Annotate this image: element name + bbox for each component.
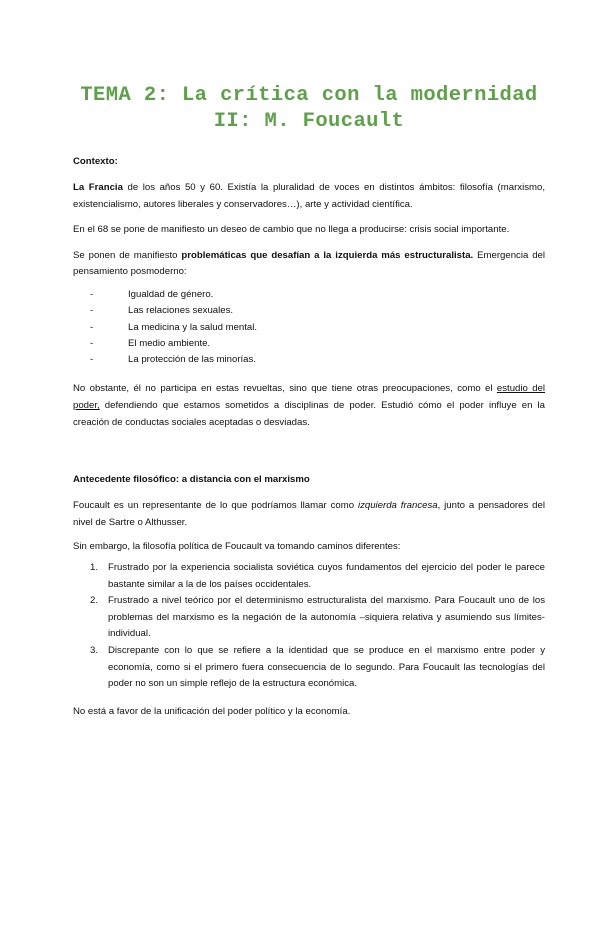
title-line-1: TEMA 2: La crítica con la modernidad [80, 84, 538, 107]
paragraph-sin-embargo: Sin embargo, la filosofía política de Foucault va tomando caminos diferentes: [73, 541, 401, 553]
paragraph-representante [73, 498, 545, 531]
item-number: 3. [90, 644, 99, 656]
paragraph-poder-rest: defendiendo que estamos sometidos a disciplinas de poder. Estudió cómo el poder influye en la creación de conductas sociales aceptadas o desviadas. [73, 400, 545, 428]
dash-bullet: - [90, 288, 94, 300]
dash-list [73, 287, 545, 368]
section-heading-antecedente: Antecedente filosófico: a distancia con el marxismo [73, 474, 310, 486]
paragraph-problematicas-rest: Emergencia del pensamiento posmoderno: [73, 249, 545, 278]
list-item [90, 352, 545, 368]
numbered-item [73, 643, 545, 693]
section-heading-contexto: Contexto: [73, 156, 118, 167]
numbered-item-text: Frustrado por la experiencia socialista soviética cuyos fundamentos del ejercicio del poder le parece bastante similar a la de los países occidentales. [108, 562, 545, 590]
dash-bullet: - [90, 321, 94, 333]
document-page [0, 83, 600, 931]
list-item-text: Igualdad de género. [128, 288, 214, 300]
paragraph-francia-text: de los años 50 y 60. Existía la pluralidad de voces en distintos ámbitos: filosofía (marxismo, existencialismo, autores liberales y conservadores…), arte y actividad científica. [73, 182, 545, 210]
numbered-list [73, 560, 545, 693]
paragraph-68: En el 68 se pone de manifiesto un deseo de cambio que no llega a producirse: crisis social importante. [73, 224, 510, 236]
bold-problematicas: problemáticas que desafían a la izquierda más estructuralista. [181, 249, 474, 261]
bold-francia: La Francia [73, 182, 123, 193]
list-item [90, 336, 545, 352]
paragraph-representante-start: Foucault es un representante de lo que podríamos llamar como [73, 500, 358, 512]
page-title [73, 83, 545, 135]
item-number: 2. [90, 595, 99, 607]
paragraph-francia [73, 180, 545, 213]
numbered-item [73, 560, 545, 593]
paragraph-poder [73, 381, 545, 431]
paragraph-poder-start: No obstante, él no participa en estas revueltas, sino que tiene otras preocupaciones, como el [73, 383, 497, 395]
item-number: 1. [90, 562, 99, 574]
numbered-item [73, 593, 545, 643]
list-item [90, 287, 545, 303]
list-item [90, 303, 545, 319]
underline-estudio-poder: estudio del poder, [73, 383, 545, 412]
list-item-text: La protección de las minorías. [128, 354, 256, 366]
paragraph-representante-rest: , junto a pensadores del nivel de Sartre o Althusser. [73, 500, 545, 528]
numbered-item-text: Frustrado a nivel teórico por el determinismo estructuralista del marxismo. Para Foucault uno de los problemas del marxismo es la negación de la autonomía –siquiera relativa y asumiendo sus límites- individual. [108, 595, 545, 640]
list-item-text: Las relaciones sexuales. [128, 305, 234, 317]
list-item-text: El medio ambiente. [128, 337, 211, 349]
paragraph-problematicas [73, 248, 545, 281]
paragraph-unificacion: No está a favor de la unificación del poder político y la economía. [73, 705, 351, 717]
paragraph-problematicas-start: Se ponen de manifiesto [73, 249, 182, 261]
numbered-item-text: Discrepante con lo que se refiere a la identidad que se produce en el marxismo entre poder y economía, como si el primero fuera consecuencia de lo segundo. Para Foucault las tecnologías del poder no son un simple reflejo de la estructura económica. [108, 644, 545, 690]
title-line-2: II: M. Foucault [213, 110, 405, 133]
dash-bullet: - [90, 354, 94, 366]
list-item-text: La medicina y la salud mental. [128, 321, 258, 333]
dash-bullet: - [90, 337, 94, 349]
italic-izquierda-francesa: izquierda francesa [357, 500, 438, 512]
list-item [90, 320, 545, 336]
dash-bullet: - [90, 305, 94, 317]
